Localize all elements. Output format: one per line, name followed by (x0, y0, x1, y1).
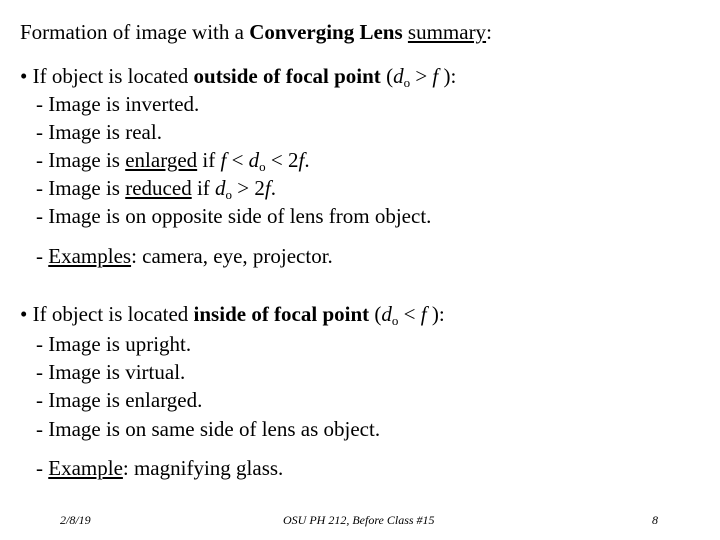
section1-examples (36, 242, 333, 270)
examples-label: Examples (48, 244, 132, 268)
section1-item-opposite: - Image is on opposite side of lens from object. (36, 204, 432, 228)
enlarged-end: . (304, 148, 310, 172)
reduced-dash: - Image is (36, 176, 126, 200)
example-text: : magnifying glass. (122, 456, 284, 480)
section2-cond-f: f (420, 302, 432, 326)
section2-cond-var: d (381, 302, 392, 326)
example-dash: - (36, 456, 49, 480)
section1-bold: outside of focal point (193, 64, 381, 88)
title-bold-text: Converging Lens (249, 20, 403, 44)
footer-course: OSU PH 212, Before Class #15 (283, 513, 435, 527)
section1-cond-close: ): (443, 64, 457, 88)
bullet-icon: • (20, 64, 28, 88)
section1-cond-sub: o (403, 75, 411, 90)
enlarged-f2: f (298, 148, 305, 172)
section2-heading (20, 300, 445, 328)
title-underlined-text: summary (407, 20, 487, 44)
section2-cond-close: ): (431, 302, 445, 326)
footer-date: 2/8/19 (60, 513, 91, 527)
section1-cond-open: ( (380, 64, 394, 88)
section2-item-same-side: - Image is on same side of lens as object. (36, 417, 381, 441)
slide-title (20, 18, 492, 46)
bullet-icon: • (20, 302, 28, 326)
reduced-f: f (264, 176, 271, 200)
section1-item-inverted: - Image is inverted. (36, 92, 200, 116)
section1-lead: If object is located (27, 64, 194, 88)
section2-item-virtual: - Image is virtual. (36, 360, 186, 384)
reduced-end: . (270, 176, 276, 200)
section2-cond-sub: o (391, 313, 399, 328)
enlarged-lt2: < 2 (265, 148, 299, 172)
reduced-word: reduced (125, 176, 192, 200)
section2-cond-op: < (398, 302, 421, 326)
section1-item-reduced (36, 174, 276, 202)
footer-page-number: 8 (652, 513, 658, 527)
enlarged-f: f (220, 148, 227, 172)
reduced-d: d (215, 176, 226, 200)
enlarged-sub: o (259, 159, 266, 174)
section2-bold: inside of focal point (193, 302, 370, 326)
reduced-sub: o (225, 187, 233, 202)
enlarged-mid: if (197, 148, 221, 172)
reduced-gt: > 2 (232, 176, 265, 200)
section1-item-enlarged (36, 146, 310, 174)
enlarged-word: enlarged (125, 148, 198, 172)
title-suffix: : (486, 20, 492, 44)
enlarged-lt: < (226, 148, 249, 172)
section2-example (36, 454, 283, 482)
examples-dash: - (36, 244, 49, 268)
section1-cond-f: f (432, 64, 444, 88)
section2-cond-open: ( (369, 302, 382, 326)
example-label: Example (48, 456, 123, 480)
section2-lead: If object is located (27, 302, 194, 326)
section1-cond-var: d (393, 64, 404, 88)
title-text: Formation of image with a (20, 20, 250, 44)
section1-item-real: - Image is real. (36, 120, 162, 144)
examples-text: : camera, eye, projector. (131, 244, 333, 268)
section2-item-upright: - Image is upright. (36, 332, 192, 356)
section1-cond-op: > (410, 64, 433, 88)
reduced-mid: if (191, 176, 216, 200)
enlarged-dash: - Image is (36, 148, 126, 172)
section2-item-enlarged: - Image is enlarged. (36, 388, 203, 412)
section1-heading (20, 62, 456, 90)
enlarged-d: d (248, 148, 260, 172)
